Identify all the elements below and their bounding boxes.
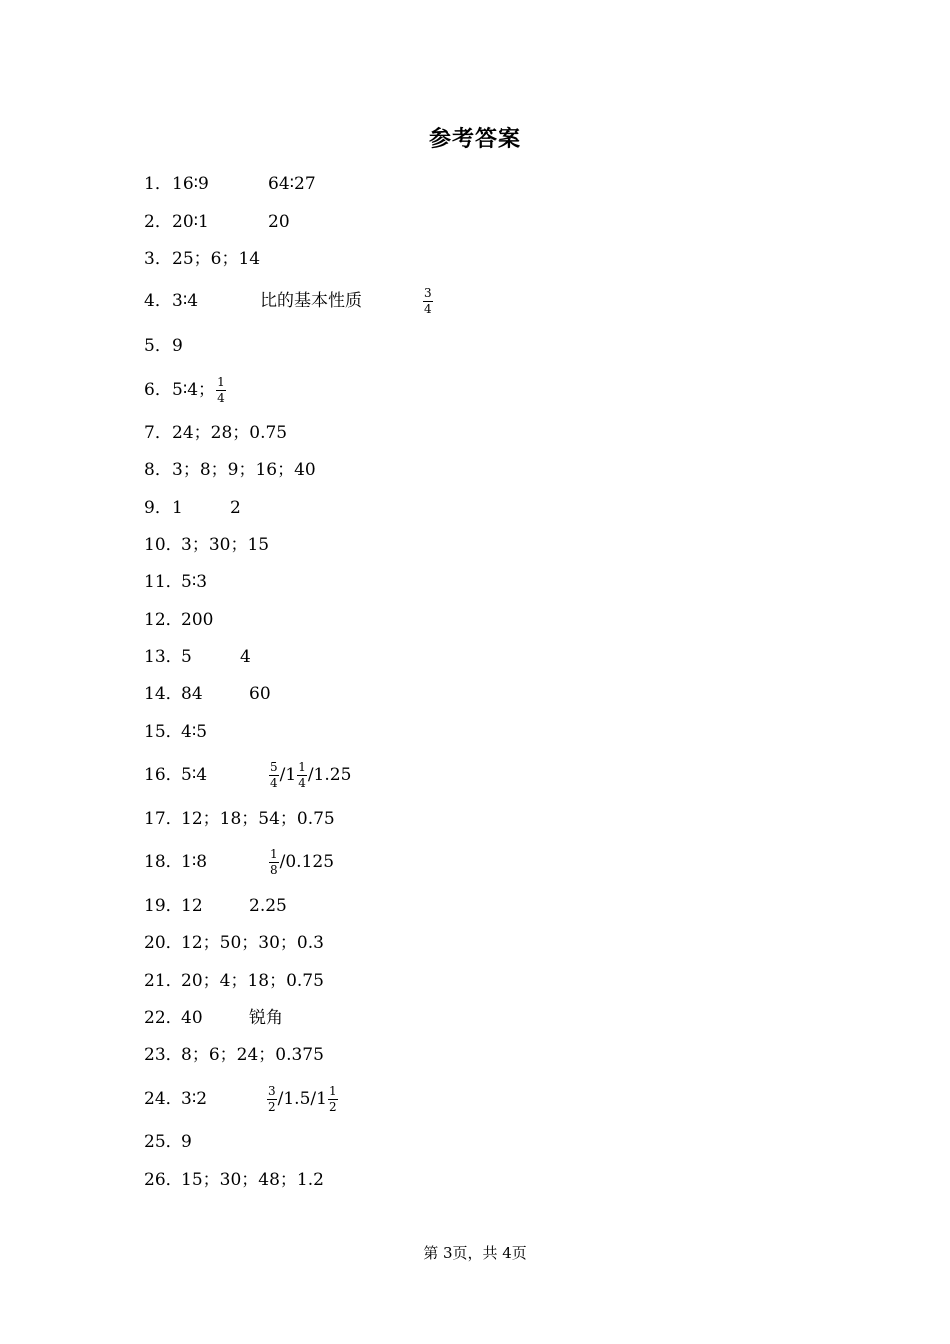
fraction-denominator: 4 — [298, 775, 306, 790]
answer-part-a — [172, 374, 227, 405]
answer-number: 15． — [144, 722, 183, 742]
answer-number: 9． — [144, 498, 172, 518]
answer-part-a: 5∶4 — [181, 765, 208, 785]
answer-part-a: 9 — [172, 336, 183, 356]
answer-number: 5． — [144, 336, 172, 356]
answer-part-a: 12；50；30；0.3 — [181, 933, 324, 953]
fraction — [297, 761, 307, 790]
answer-number: 21． — [144, 971, 183, 991]
fraction-denominator: 2 — [328, 1099, 337, 1114]
answer-number: 3． — [144, 249, 172, 269]
answer-part-a: 40 — [181, 1008, 203, 1028]
answer-number: 7． — [144, 423, 172, 443]
fraction-denominator: 4 — [424, 301, 432, 316]
answer-number: 11． — [144, 572, 183, 592]
answer-number: 25． — [144, 1132, 183, 1152]
answer-part-a: 3∶4 — [172, 291, 199, 311]
fraction — [267, 1085, 277, 1114]
page-footer: 第 3页，共 4页 — [423, 1244, 527, 1262]
answer-number: 10． — [144, 535, 183, 555]
answer-part-a: 8；6；24；0.375 — [181, 1045, 324, 1065]
answer-part-b — [268, 846, 335, 877]
fraction-numerator: 1 — [217, 374, 225, 389]
fraction-denominator: 8 — [270, 862, 278, 877]
answer-part-b — [266, 1083, 339, 1114]
answer-part-a: 1∶8 — [181, 852, 208, 872]
answer-tail: /0.125 — [279, 852, 335, 872]
answer-number: 24． — [144, 1089, 183, 1109]
answer-part-a: 3∶2 — [181, 1089, 208, 1109]
answer-part-c — [422, 285, 434, 316]
fraction-denominator: 4 — [270, 775, 278, 790]
answer-part-a: 200 — [181, 610, 214, 630]
answer-number: 19． — [144, 896, 183, 916]
answer-part-a: 12；18；54；0.75 — [181, 809, 335, 829]
answer-number: 20． — [144, 933, 183, 953]
answer-number: 22． — [144, 1008, 183, 1028]
answer-part-a: 12 — [181, 896, 203, 916]
answer-part-a: 5∶3 — [181, 572, 208, 592]
fraction-numerator: 1 — [298, 759, 306, 774]
answer-number: 14． — [144, 684, 183, 704]
answer-part-a: 15；30；48；1.2 — [181, 1170, 324, 1190]
fraction — [269, 848, 279, 877]
answer-part-b — [268, 759, 352, 790]
answer-number: 12． — [144, 610, 183, 630]
answer-part-a: 25；6；14 — [172, 249, 261, 269]
fraction — [423, 287, 433, 316]
answer-part-a: 9 — [181, 1132, 192, 1152]
fraction-numerator: 1 — [328, 1083, 337, 1098]
fraction-denominator: 4 — [217, 390, 225, 405]
fraction-numerator: 3 — [268, 1083, 276, 1098]
fraction-numerator: 3 — [424, 285, 432, 300]
answer-part-b: 60 — [249, 684, 271, 704]
answer-part-a: 4∶5 — [181, 722, 208, 742]
fraction — [216, 376, 226, 405]
answer-separator: /1 — [279, 765, 297, 785]
answer-part-b: 20 — [268, 212, 290, 232]
answer-part-b: 2.25 — [249, 896, 287, 916]
answer-part-a: 1 — [172, 498, 183, 518]
answer-part-a: 3；8；9；16；40 — [172, 460, 316, 480]
answer-part-a: 20∶1 — [172, 212, 209, 232]
answer-number: 16． — [144, 765, 183, 785]
answer-part-b: 2 — [230, 498, 241, 518]
answer-text: 5∶4； — [172, 380, 216, 400]
answer-number: 13． — [144, 647, 183, 667]
answer-part-b: 锐角 — [249, 1008, 283, 1028]
answer-separator: /1.5/1 — [277, 1089, 327, 1109]
answer-part-a: 5 — [181, 647, 192, 667]
answer-number: 17． — [144, 809, 183, 829]
answer-part-a: 16∶9 — [172, 174, 209, 194]
answer-number: 1． — [144, 174, 172, 194]
page-title: 参考答案 — [428, 127, 521, 152]
answer-number: 4． — [144, 291, 172, 311]
answer-number: 2． — [144, 212, 172, 232]
fraction-numerator: 1 — [270, 846, 278, 861]
fraction — [328, 1085, 338, 1114]
answer-part-a: 24；28；0.75 — [172, 423, 288, 443]
answer-number: 26． — [144, 1170, 183, 1190]
answer-number: 8． — [144, 460, 172, 480]
answer-number: 23． — [144, 1045, 183, 1065]
answer-part-b: 4 — [240, 647, 251, 667]
answer-number: 6． — [144, 380, 172, 400]
answer-part-a: 3；30；15 — [181, 535, 270, 555]
fraction — [269, 761, 279, 790]
answer-part-a: 20；4；18；0.75 — [181, 971, 324, 991]
fraction-numerator: 5 — [270, 759, 278, 774]
fraction-denominator: 2 — [268, 1099, 276, 1114]
answer-part-a: 84 — [181, 684, 203, 704]
answer-part-b: 比的基本性质 — [260, 291, 362, 311]
answer-part-b: 64∶27 — [268, 174, 316, 194]
answer-tail: /1.25 — [307, 765, 352, 785]
answer-number: 18． — [144, 852, 183, 872]
